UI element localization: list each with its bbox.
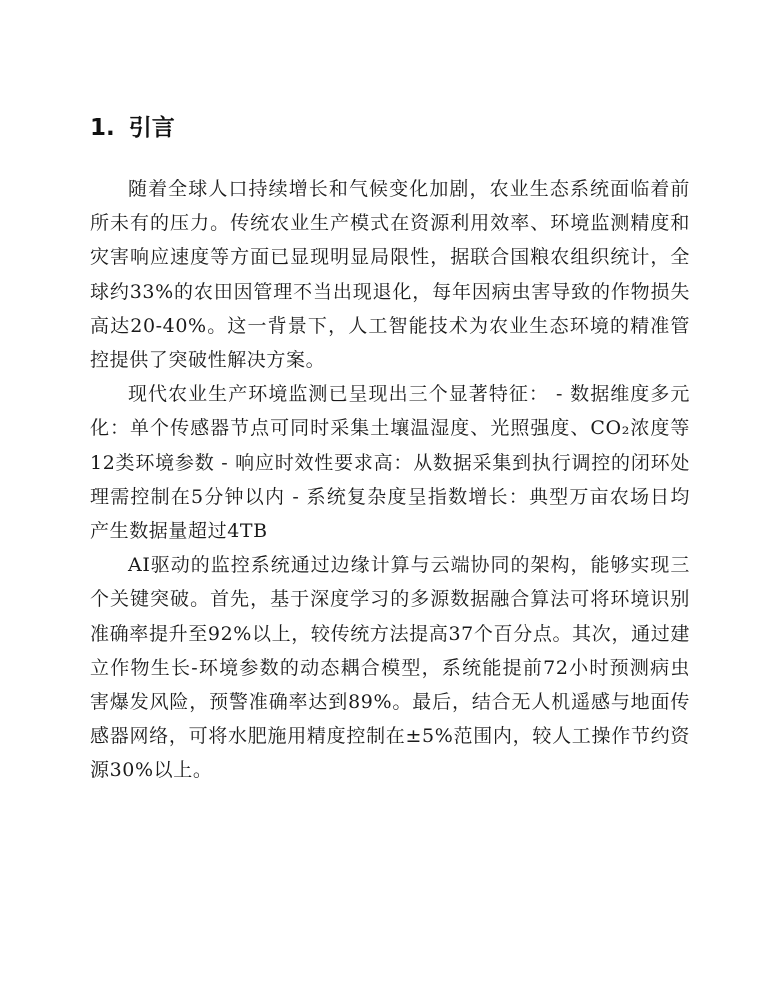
- paragraph-ai-breakthroughs: AI驱动的监控系统通过边缘计算与云端协同的架构，能够实现三个关键突破。首先，基于深度学习的多源数据融合算法可将环境识别准确率提升至92%以上，较传统方法提高37个百分点。其次，通过建立作物生长-环境参数的动态耦合模型，系统能提前72小时预测病虫害爆发风险，预警准确率达到89%。最后，结合无人机遥感与地面传感器网络，可将水肥施用精度控制在±5%范围内，较人工操作节约资源30%以上。: [90, 554, 690, 782]
- paragraph-monitoring-features: 现代农业生产环境监测已呈现出三个显著特征： - 数据维度多元化：单个传感器节点可同时采集土壤温湿度、光照强度、CO₂浓度等12类环境参数 - 响应时效性要求高：从数据采集到执行调控的闭环处理需控制在5分钟以内 - 系统复杂度呈指数增长：典型万亩农场日均产生数据量超过4TB: [90, 383, 690, 543]
- section-heading: [90, 112, 175, 144]
- section-body: [90, 172, 690, 788]
- section-number: 1.: [90, 115, 115, 141]
- paragraph-background: 随着全球人口持续增长和气候变化加剧，农业生态系统面临着前所未有的压力。传统农业生产模式在资源利用效率、环境监测精度和灾害响应速度等方面已显现明显局限性，据联合国粮农组织统计，全球约33%的农田因管理不当出现退化，每年因病虫害导致的作物损失高达20-40%。这一背景下，人工智能技术为农业生态环境的精准管控提供了突破性解决方案。: [90, 178, 690, 372]
- section-title: 引言: [128, 115, 175, 141]
